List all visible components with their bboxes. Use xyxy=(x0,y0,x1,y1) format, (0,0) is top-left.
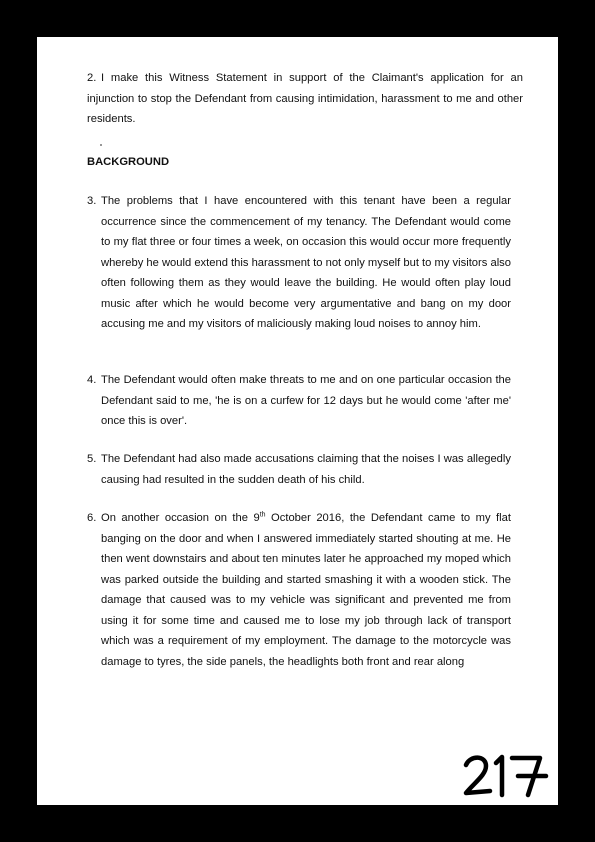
paragraph-3: The problems that I have encountered with this tenant have been a regular occurrence since the commencement of my tenancy. The Defendant would come to my flat three or four times a week, on occasion this would occur more frequently whereby he would extend this harassment to not only myself but to my visitors also often following them as they would leave the building. He would often play loud music after which he would become very argumentative and bang on my door accusing me and my visitors of maliciously making loud noises to annoy him. xyxy=(101,195,511,330)
paragraph-4: The Defendant would often make threats to me and on one particular occasion the Defendant said to me, 'he is on a curfew for 12 days but he would come 'after me' once this is over'. xyxy=(101,374,511,427)
paragraph-number: 3. xyxy=(87,195,97,207)
paragraph-number: 4. xyxy=(87,374,97,386)
section-heading-background: BACKGROUND xyxy=(87,156,170,168)
paragraph-2: I make this Witness Statement in support of the Claimant's application for an injunction to stop the Defendant from causing intimidation, harassment to me and other residents. xyxy=(87,72,523,125)
paragraph-5: The Defendant had also made accusations claiming that the noises I was allegedly causing had resulted in the sudden death of his child. xyxy=(101,453,511,486)
document-page xyxy=(37,37,558,805)
paragraph-6-start: On another occasion on the 9 xyxy=(101,512,260,524)
paragraph-number: 2. xyxy=(87,72,97,84)
paragraph-6-rest: October 2016, the Defendant came to my flat banging on the door and when I answered immediately started shouting at me. He then went downstairs and about ten minutes later he approached my moped which was parked outside the building and started smashing it with a wooden stick. The damage that caused was to my vehicle was significant and prevented me from using it for some time and caused me to lose my job through lack of transport which was a requirement of my employment. The damage to the motorcycle was damage to tyres, the side panels, the headlights both front and rear along xyxy=(101,512,511,668)
ordinal-suffix: th xyxy=(259,511,266,519)
paragraph-6 xyxy=(101,508,511,672)
handwritten-page-number xyxy=(454,749,554,799)
paragraph-number: 6. xyxy=(87,512,97,524)
scan-speck xyxy=(100,144,102,146)
paragraph-number: 5. xyxy=(87,453,97,465)
